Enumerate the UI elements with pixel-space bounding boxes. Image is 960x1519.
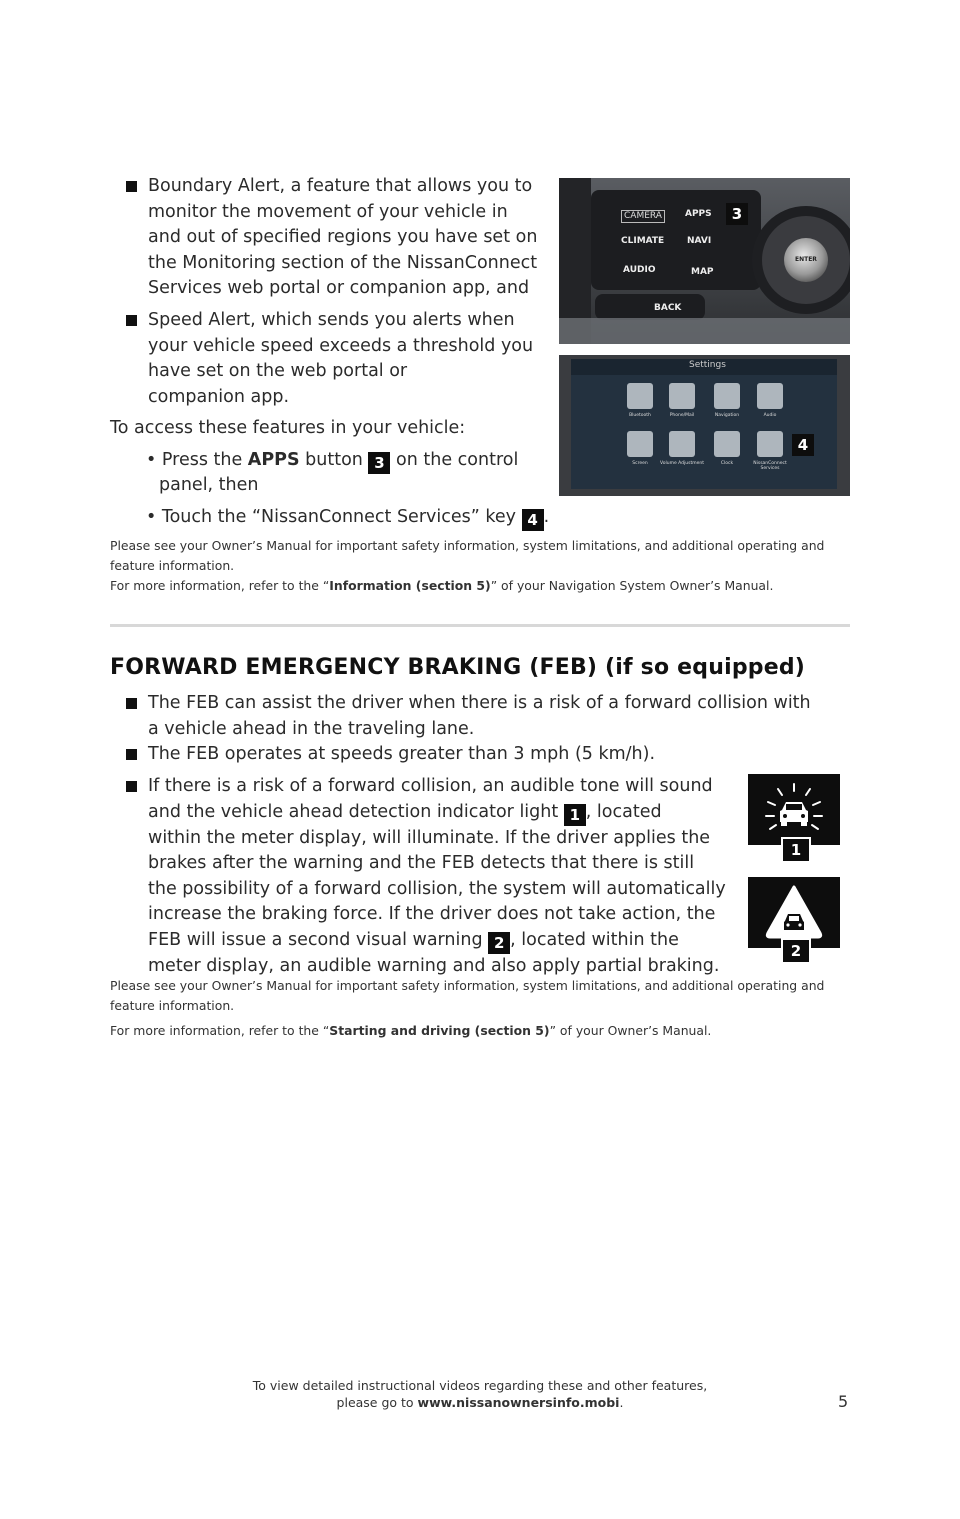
vehicle-ahead-indicator-icon <box>748 774 840 845</box>
reference-note: For more information, refer to the “Information (section 5)” of your Navigation System Owner’s Manual. <box>110 578 774 593</box>
step-press-apps: • Press the APPS button 3 on the control <box>146 450 519 472</box>
callout-badge-4: 4 <box>522 509 544 531</box>
enter-knob-label: ENTER <box>795 256 817 263</box>
feb-reference-note: For more information, refer to the “Starting and driving (section 5)” of your Owner’s Manual. <box>110 1023 712 1038</box>
icon-label-clock: Clock <box>720 461 734 466</box>
callout-badge-4: 4 <box>792 434 814 456</box>
icon-label-screen: Screen <box>632 461 648 466</box>
page-number: 5 <box>838 1392 849 1411</box>
settings-screen-illustration <box>559 355 850 496</box>
callout-badge-2: 2 <box>783 940 809 962</box>
feb-bullet-1: The FEB can assist the driver when there is a risk of a forward collision with a vehicle ahead in the traveling lane. <box>148 693 811 739</box>
safety-note: Please see your Owner’s Manual for important safety information, system limitations, and additional operating and feature information. <box>110 538 825 573</box>
section-divider <box>110 624 850 627</box>
icon-label-bluetooth: Bluetooth <box>629 413 651 418</box>
step-press-apps-cont: panel, then <box>159 475 259 495</box>
climate-button: CLIMATE <box>621 236 665 246</box>
icon-label-nissanconnect-services: NissanConnect Services <box>753 461 787 471</box>
feb-heading: FORWARD EMERGENCY BRAKING (FEB) (if so equipped) <box>110 655 806 680</box>
step-touch-key: • Touch the “NissanConnect Services” key 4 . <box>146 507 550 529</box>
callout-badge-2: 2 <box>488 932 510 954</box>
callout-badge-1: 1 <box>564 804 586 826</box>
bullet-square <box>126 315 137 326</box>
bullet-square <box>126 749 137 760</box>
footer-line-2: please go to www.nissanownersinfo.mobi. <box>336 1395 624 1410</box>
bullet-speed-alert: Speed Alert, which sends you alerts when your vehicle speed exceeds a threshold you have set on the web portal or companion app. <box>148 310 534 407</box>
settings-screen-image <box>559 355 850 496</box>
car-warning-triangle-icon <box>748 877 840 948</box>
footer-line-1: To view detailed instructional videos regarding these and other features, <box>252 1378 708 1393</box>
feb-bullet-2: The FEB operates at speeds greater than 3 mph (5 km/h). <box>148 744 656 764</box>
map-button: MAP <box>691 267 714 277</box>
apps-button: APPS <box>685 209 712 219</box>
footer-link[interactable]: www.nissanownersinfo.mobi <box>417 1395 620 1410</box>
icon-label-navigation: Navigation <box>714 413 740 418</box>
back-button: BACK <box>654 303 682 313</box>
icon-label-phone-mail: Phone/Mail <box>669 413 695 418</box>
callout-badge-1: 1 <box>783 839 809 861</box>
camera-button: CAMERA <box>621 210 665 223</box>
icon-label-audio: Audio <box>763 413 777 418</box>
bullet-square <box>126 698 137 709</box>
feb-bullet-3: If there is a risk of a forward collision, an audible tone will sound and the vehicle ahead detection indicator light 1 , located within the meter display, will illuminate. If the driver applies the brakes after the warning and the FEB detects that there is still the possibility of a forward collision, the system will automatically increase the braking force. If the driver does not take action, the FEB will issue a second visual warning 2 , located within the meter display, an audible warning and also apply partial braking. <box>148 776 726 976</box>
second-visual-warning-icon <box>748 877 840 948</box>
bullet-square <box>126 781 137 792</box>
callout-badge-3: 3 <box>726 203 748 225</box>
callout-badge-3: 3 <box>368 452 390 474</box>
bullet-square <box>126 181 137 192</box>
icon-label-volume-adjustment: Volume Adjustment <box>659 461 704 466</box>
audio-button: AUDIO <box>623 265 656 275</box>
control-panel-image <box>559 178 850 344</box>
bullet-boundary-alert: Boundary Alert, a feature that allows you to monitor the movement of your vehicle in and out of specified regions you have set on the Monitoring section of the NissanConnect Services web portal or companion app, and <box>148 176 538 298</box>
settings-title: Settings <box>689 360 726 370</box>
access-intro: To access these features in your vehicle: <box>110 418 466 438</box>
feb-safety-note: Please see your Owner’s Manual for important safety information, system limitations, and additional operating and feature information. <box>110 978 825 1013</box>
car-flash-icon <box>748 774 840 845</box>
navi-button: NAVI <box>687 236 712 246</box>
